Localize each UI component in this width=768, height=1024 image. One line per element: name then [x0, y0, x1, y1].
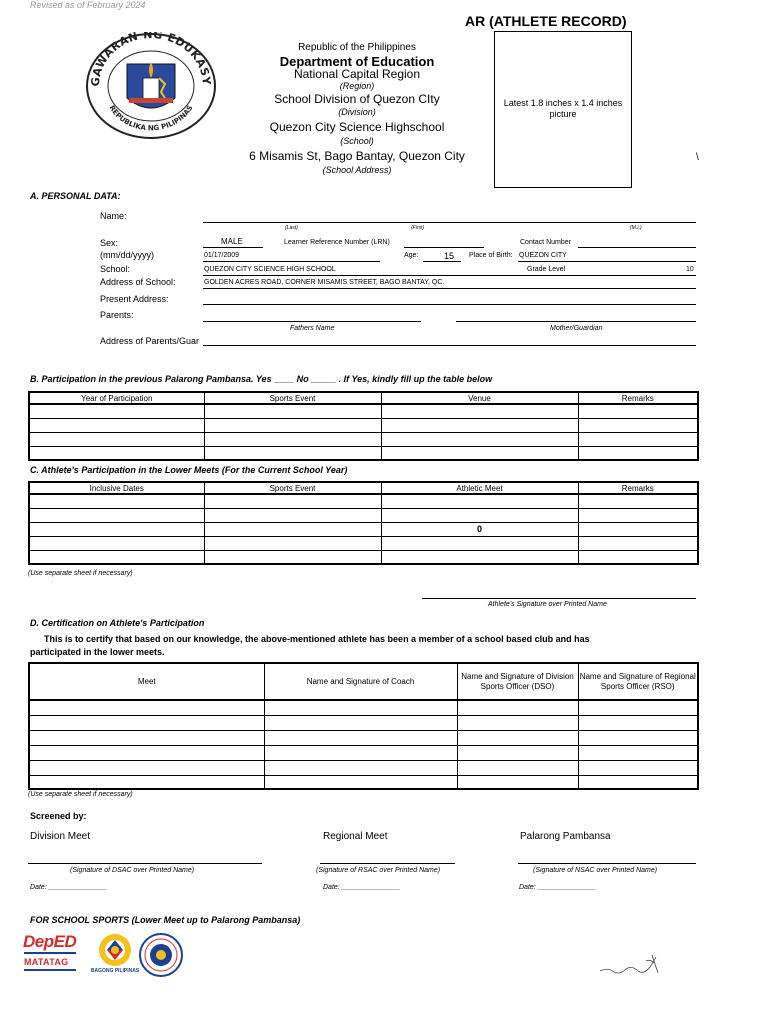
- table-row[interactable]: [29, 760, 698, 775]
- name-label: Name:: [100, 211, 127, 221]
- dob-line: [203, 261, 380, 262]
- sex-label: Sex:: [100, 238, 119, 248]
- school-address-label: Address of School:: [100, 277, 176, 287]
- section-b-title: B. Participation in the previous Palarong Pambansa. Yes ____ No _____ . If Yes, kindly fill up the table below: [30, 374, 493, 384]
- nsac-signature-label: (Signature of NSAC over Printed Name): [533, 867, 658, 874]
- dob-value[interactable]: 01/17/2009: [204, 252, 240, 259]
- signature-scribble: [598, 953, 662, 977]
- dsac-date[interactable]: Date: _______________: [30, 884, 108, 891]
- nsac-signature-line[interactable]: [518, 863, 696, 864]
- deped-matatag-logo: [23, 932, 78, 977]
- age-label: Age:: [404, 252, 419, 259]
- mother-label: Mother/Guardian: [550, 325, 603, 332]
- palarong-table: [28, 391, 699, 461]
- table-row[interactable]: [29, 494, 698, 508]
- athlete-signature-label: Athlete's Signature over Printed Name: [488, 601, 607, 608]
- rsac-signature-label: (Signature of RSAC over Printed Name): [316, 867, 441, 874]
- certification-table: [28, 662, 699, 790]
- table-row[interactable]: [29, 418, 698, 432]
- palarong-label: Palarong Pambansa: [520, 831, 611, 842]
- regional-meet-label: Regional Meet: [323, 831, 388, 842]
- school-sports-title: FOR SCHOOL SPORTS (Lower Meet up to Palarong Pambansa): [30, 915, 301, 925]
- table-row[interactable]: [29, 404, 698, 418]
- rsac-signature-line[interactable]: [320, 863, 455, 864]
- section-d-title: D. Certification on Athlete's Participation: [30, 618, 205, 628]
- school-field-label: School:: [100, 264, 131, 274]
- division-meet-label: Division Meet: [30, 831, 91, 842]
- certification-line2: participated in the lower meets.: [30, 647, 165, 657]
- col-header: Sports Event: [204, 392, 381, 404]
- division-text: School Division of Quezon CIty: [274, 92, 440, 106]
- col-header: Name and Signature of Coach: [264, 663, 457, 700]
- dob-label: (mm/dd/yyyy): [100, 250, 154, 260]
- col-header: Sports Event: [204, 482, 381, 494]
- table-row[interactable]: [29, 536, 698, 550]
- table-row[interactable]: [29, 700, 698, 715]
- address-text: 6 Misamis St, Bago Bantay, Quezon City: [249, 149, 465, 163]
- name-line[interactable]: [203, 222, 696, 223]
- age-value[interactable]: 15: [444, 251, 455, 261]
- bagong-pilipinas-text: BAGONG PILIPINAS: [90, 968, 140, 974]
- table-row[interactable]: [29, 432, 698, 446]
- table-row[interactable]: [29, 508, 698, 522]
- parents-address-label: Address of Parents/Guar: [100, 336, 200, 346]
- mother-line[interactable]: [456, 321, 696, 322]
- fathers-label: Fathers Name: [290, 325, 335, 332]
- stray-mark: \: [696, 152, 699, 163]
- section-a-title: A. PERSONAL DATA:: [30, 191, 121, 201]
- lrn-label: Learner Reference Number (LRN): [284, 239, 390, 246]
- table-row[interactable]: [29, 715, 698, 730]
- department-text: Department of Education: [279, 54, 435, 69]
- seal-top-text: GAWARAN NG EDUKASY: [88, 32, 214, 87]
- col-header: Inclusive Dates: [29, 482, 204, 494]
- parents-address-line[interactable]: [203, 345, 696, 346]
- division-label: (Division): [338, 107, 376, 117]
- parents-label: Parents:: [100, 310, 134, 320]
- table-row[interactable]: [29, 446, 698, 460]
- deped-seal: [85, 32, 217, 140]
- present-address-line[interactable]: [203, 304, 696, 305]
- col-header: Year of Participation: [29, 392, 204, 404]
- father-line[interactable]: [203, 321, 421, 322]
- seal-bottom-text: REPUBLIKA NG PILIPINAS: [107, 104, 195, 133]
- address-label: (School Address): [322, 165, 392, 175]
- birthplace-value[interactable]: QUEZON CITY: [519, 252, 567, 259]
- matatag-wordmark: MATATAG: [24, 957, 69, 967]
- contact-label: Contact Number: [520, 239, 571, 246]
- col-header: Remarks: [578, 392, 698, 404]
- table-row[interactable]: [29, 730, 698, 745]
- athlete-signature-line[interactable]: [422, 598, 696, 599]
- region-text: National Capital Region: [293, 67, 421, 81]
- rsac-date[interactable]: Date: _______________: [323, 884, 401, 891]
- col-header: Meet: [29, 663, 264, 700]
- birthplace-label: Place of Birth:: [469, 252, 513, 259]
- republic-text: Republic of the Philippines: [298, 42, 416, 53]
- table-row[interactable]: [29, 745, 698, 760]
- col-header: Name and Signature of Division Sports Officer (DSO): [457, 663, 578, 700]
- mi-label: (M.I.): [630, 225, 642, 231]
- grade-label: Grade Level: [527, 266, 566, 273]
- school-address-line: [203, 288, 696, 289]
- dsac-signature-label: (Signature of DSAC over Printed Name): [70, 867, 195, 874]
- certification-line1: This is to certify that based on our knowledge, the above-mentioned athlete has been a member of a school based club and has: [44, 634, 590, 644]
- photo-instructions: Latest 1.8 inches x 1.4 inches picture: [503, 98, 623, 119]
- col-header: Athletic Meet: [381, 482, 578, 494]
- lower-meets-table: [28, 481, 699, 565]
- athletic-meet-cell[interactable]: 0: [381, 522, 578, 536]
- dsac-signature-line[interactable]: [28, 863, 262, 864]
- first-label: (First): [411, 225, 425, 231]
- table-row[interactable]: [29, 775, 698, 789]
- screened-title: Screened by:: [30, 811, 87, 821]
- sex-line: [203, 247, 263, 248]
- col-header: Name and Signature of Regional Sports Officer (RSO): [578, 663, 698, 700]
- section-c-note: (Use separate sheet if necessary): [28, 570, 133, 577]
- grade-value[interactable]: 10: [686, 266, 694, 273]
- col-header: Venue: [381, 392, 578, 404]
- school-address-value[interactable]: GOLDEN ACRES ROAD, CORNER MISAMIS STREET, BAGO BANTAY, QC.: [204, 279, 445, 286]
- photo-box[interactable]: [494, 31, 632, 188]
- table-row[interactable]: [29, 550, 698, 564]
- section-c-title: C. Athlete's Participation in the Lower Meets (For the Current School Year): [30, 465, 348, 475]
- last-label: (Last): [285, 225, 298, 231]
- region-label: (Region): [339, 81, 375, 91]
- lrn-line[interactable]: [404, 247, 484, 248]
- section-d-note: (Use separate sheet if necessary): [28, 791, 133, 798]
- col-header: Remarks: [578, 482, 698, 494]
- school-field-value[interactable]: QUEZON CITY SCIENCE HIGH SCHOOL: [204, 266, 336, 273]
- form-title: AR (ATHLETE RECORD): [465, 13, 627, 29]
- present-address-label: Present Address:: [100, 294, 169, 304]
- birthplace-line: [518, 261, 696, 262]
- sex-value[interactable]: MALE: [221, 237, 243, 246]
- age-line: [423, 261, 461, 262]
- table-row[interactable]: [29, 522, 698, 536]
- revised-note: Revised as of February 2024: [30, 0, 146, 10]
- school-line: [203, 275, 696, 276]
- contact-line[interactable]: [578, 247, 696, 248]
- school-text: Quezon City Science Highschool: [269, 120, 445, 134]
- bagong-pilipinas-logo: [89, 932, 141, 976]
- school-label: (School): [340, 136, 374, 146]
- nsac-date[interactable]: Date: _______________: [519, 884, 597, 891]
- deped-wordmark: DepED: [23, 932, 77, 951]
- partner-seal-logo: [138, 932, 184, 978]
